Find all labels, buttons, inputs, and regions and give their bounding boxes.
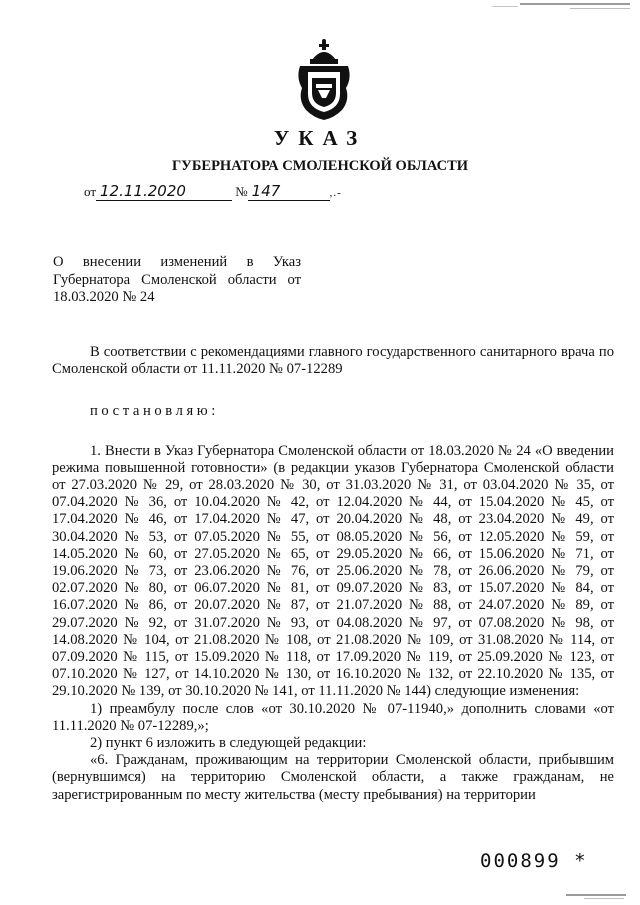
document-subtitle: ГУБЕРНАТОРА СМОЛЕНСКОЙ ОБЛАСТИ: [171, 158, 469, 174]
decree-subject: О внесении изменений в Указ Губернатора Смоленской области от 18.03.2020 № 24: [53, 254, 301, 305]
coat-of-arms-emblem: [292, 38, 356, 124]
quoted-item-6-paragraph: «6. Гражданам, проживающим на территории Смоленской области, прибывшим (вернувшимся) на территорию Смоленской области, а также гражданам, не зарегистрированным по месту жительства (месту пребывания) на территории: [52, 752, 614, 803]
document-serial-stamp: 000899 *: [480, 850, 588, 872]
scan-noise-bottom: [560, 888, 640, 902]
date-line-tail: ,.-: [329, 187, 342, 199]
item-1-paragraph: 1. Внести в Указ Губернатора Смоленской области от 18.03.2020 № 24 «О введении режима повышенной готовности» (в редакции указов Губернатора Смоленской области от 27.03.2020 № 29, от 28.03.2020 № 30, от 31.03.2020 № 31, от 03.04.2020 № 35, от 07.04.2020 № 36, от 10.04.2020 № 42, от 12.04.2020 № 44, от 15.04.2020 № 45, от 17.04.2020 № 46, от 17.04.2020 № 47, от 20.04.2020 № 48, от 23.04.2020 № 49, от 30.04.2020 № 53, от 07.05.2020 № 55, от 08.05.2020 № 56, от 12.05.2020 № 59, от 14.05.2020 № 60, от 27.05.2020 № 65, от 29.05.2020 № 66, от 15.06.2020 № 71, от 19.06.2020 № 73, от 23.06.2020 № 76, от 25.06.2020 № 78, от 26.06.2020 № 79, от 02.07.2020 № 80, от 06.07.2020 № 81, от 09.07.2020 № 83, от 15.07.2020 № 84, от 16.07.2020 № 86, от 20.07.2020 № 87, от 21.07.2020 № 88, от 24.07.2020 № 89, от 29.07.2020 № 92, от 31.07.2020 № 93, от 04.08.2020 № 97, от 07.08.2020 № 98, от 14.08.2020 № 104, от 21.08.2020 № 108, от 21.08.2020 № 109, от 31.08.2020 № 114, от 07.09.2020 № 115, от 15.09.2020 № 118, от 17.09.2020 № 119, от 25.09.2020 № 123, от 07.10.2020 № 127, от 14.10.2020 № 130, от 16.10.2020 № 132, от 22.10.2020 № 135, от 29.10.2020 № 139, от 30.10.2020 № 141, от 11.11.2020 № 144) следующие изменения:: [52, 442, 614, 700]
subitem-1-paragraph: 1) преамбулу после слов «от 30.10.2020 № 07-11940,» дополнить словами «от 11.11.2020 № 07-12289,»;: [52, 700, 614, 734]
subitem-2-paragraph: 2) пункт 6 изложить в следующей редакции:: [90, 735, 367, 752]
decree-body: [52, 344, 614, 804]
decree-number: 147: [248, 182, 330, 201]
date-number-line: [84, 182, 342, 201]
from-label: от: [84, 184, 97, 199]
decree-date: 12.11.2020: [96, 182, 232, 201]
preamble-paragraph: В соответствии с рекомендациями главного государственного санитарного врача по Смоленской области от 11.11.2020 № 07-12289: [52, 344, 614, 378]
number-label: №: [235, 184, 248, 199]
scan-noise-top: [480, 0, 640, 16]
decree-word: постановляю:: [90, 403, 219, 420]
document-title: УКАЗ: [273, 126, 367, 150]
